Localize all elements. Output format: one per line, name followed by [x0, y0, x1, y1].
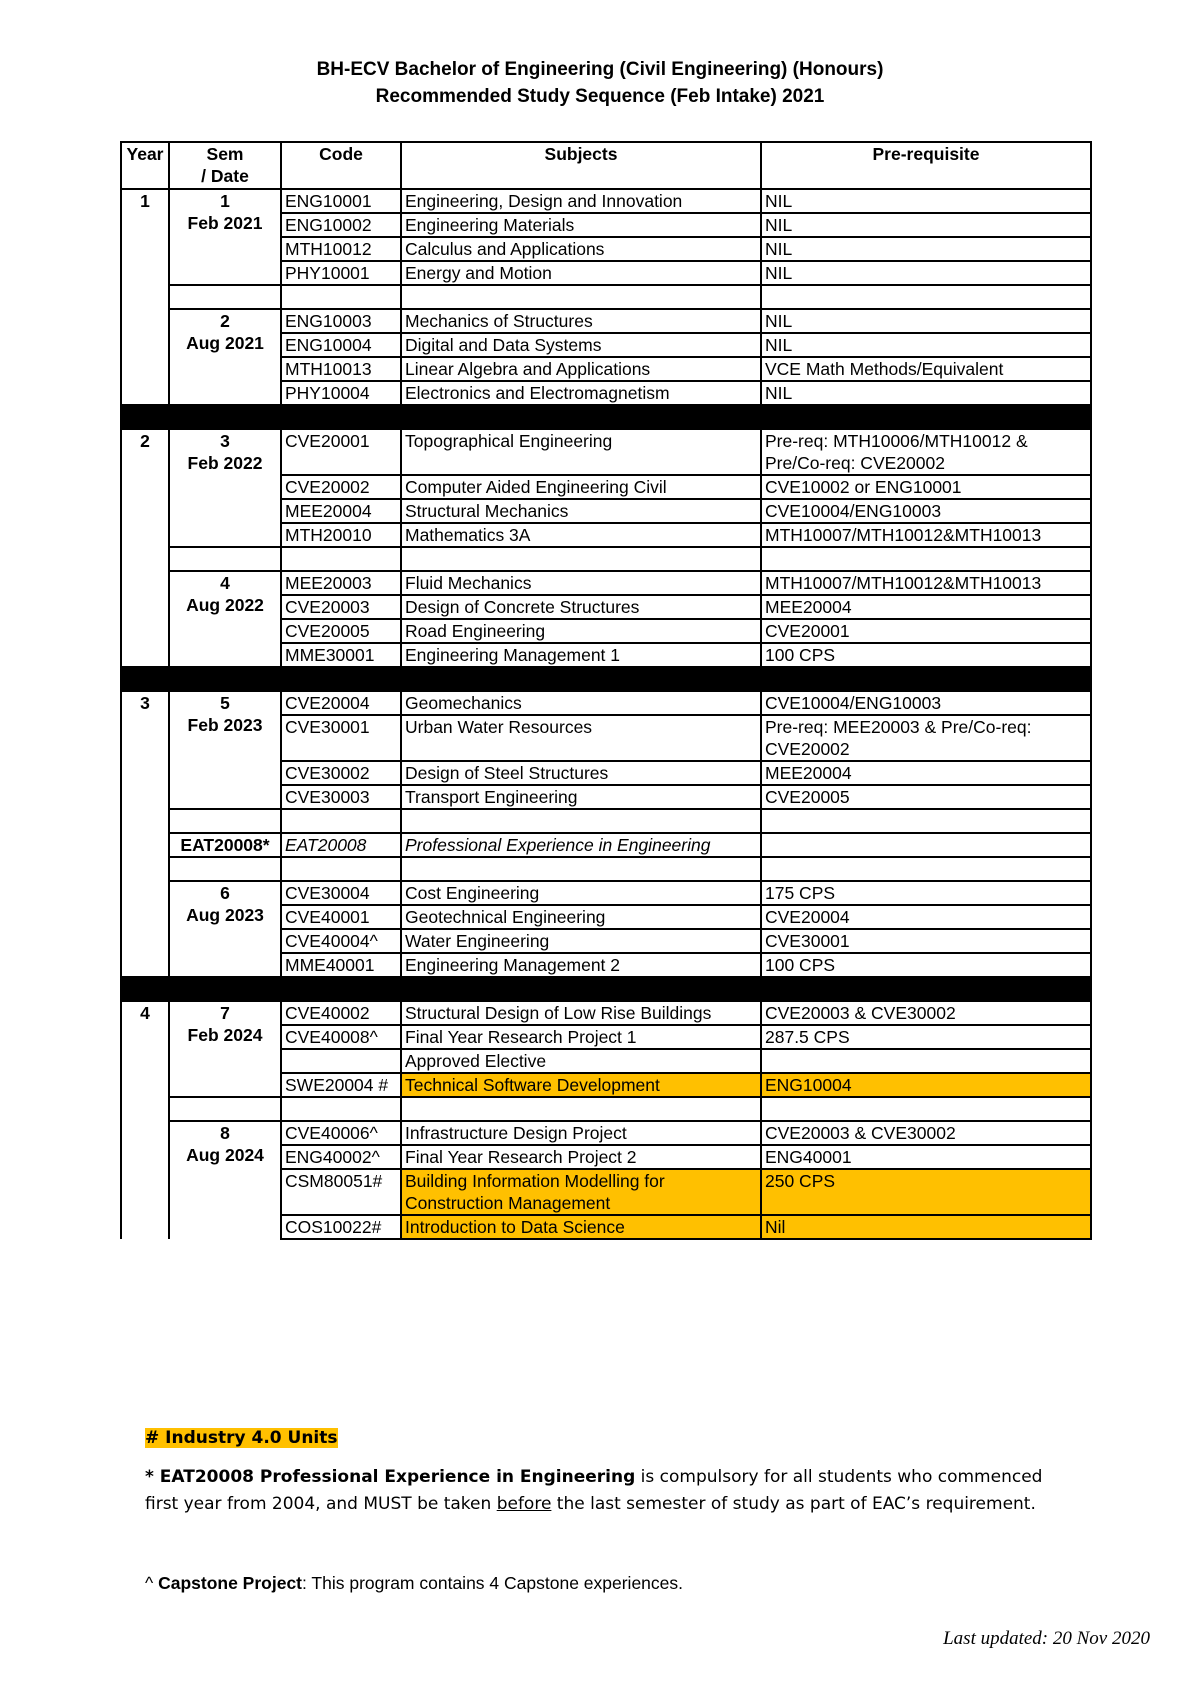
unit-code: CVE40008^	[281, 1025, 401, 1049]
note-industry-text: # Industry 4.0 Units	[145, 1428, 338, 1448]
unit-prerequisite: 100 CPS	[761, 953, 1091, 977]
spacer-cell	[169, 809, 281, 833]
semester-date: Aug 2023	[186, 905, 264, 925]
unit-subject: Linear Algebra and Applications	[401, 357, 761, 381]
unit-code: MEE20004	[281, 499, 401, 523]
unit-subject: Final Year Research Project 1	[401, 1025, 761, 1049]
spacer-cell	[761, 285, 1091, 309]
spacer-row	[121, 1097, 1091, 1121]
spacer-cell	[281, 1097, 401, 1121]
table-row	[121, 429, 1091, 475]
unit-code: CVE40001	[281, 905, 401, 929]
unit-prerequisite: NIL	[761, 261, 1091, 285]
spacer-cell	[169, 547, 281, 571]
eat-row	[121, 833, 1091, 857]
table-row	[121, 881, 1091, 905]
unit-prerequisite: 100 CPS	[761, 643, 1091, 667]
spacer-cell	[169, 285, 281, 309]
unit-code: MTH20010	[281, 523, 401, 547]
unit-code: ENG40002^	[281, 1145, 401, 1169]
note-eat-text2: the last semester of study as part of EAC’s requirement.	[551, 1494, 1036, 1514]
spacer-cell	[401, 857, 761, 881]
unit-prerequisite: MEE20004	[761, 595, 1091, 619]
spacer-cell	[169, 857, 281, 881]
unit-subject: Engineering Management 2	[401, 953, 761, 977]
unit-prerequisite: NIL	[761, 189, 1091, 213]
document-title	[0, 56, 1200, 110]
semester-number: 6	[220, 883, 230, 903]
semester-cell	[169, 429, 281, 547]
semester-date: Aug 2024	[186, 1145, 264, 1165]
unit-prerequisite: CVE20004	[761, 905, 1091, 929]
semester-number: 2	[220, 311, 230, 331]
year-separator	[121, 405, 1091, 429]
unit-code: ENG10003	[281, 309, 401, 333]
unit-subject: Energy and Motion	[401, 261, 761, 285]
unit-subject: Calculus and Applications	[401, 237, 761, 261]
last-updated: Last updated: 20 Nov 2020	[943, 1628, 1150, 1649]
unit-code: MEE20003	[281, 571, 401, 595]
unit-prerequisite: Pre-req: MEE20003 & Pre/Co-req: CVE20002	[761, 715, 1091, 761]
unit-subject: Computer Aided Engineering Civil	[401, 475, 761, 499]
unit-subject: Infrastructure Design Project	[401, 1121, 761, 1145]
unit-code	[281, 1049, 401, 1073]
semester-date: Aug 2021	[186, 333, 264, 353]
unit-code: CVE30004	[281, 881, 401, 905]
unit-prerequisite: CVE10002 or ENG10001	[761, 475, 1091, 499]
unit-code: CVE20001	[281, 429, 401, 475]
unit-prerequisite: Nil	[761, 1215, 1091, 1239]
unit-subject: Design of Steel Structures	[401, 761, 761, 785]
unit-subject: Introduction to Data Science	[401, 1215, 761, 1239]
semester-cell	[169, 691, 281, 809]
unit-subject: Topographical Engineering	[401, 429, 761, 475]
header-year: Year	[121, 142, 169, 189]
unit-prerequisite: NIL	[761, 237, 1091, 261]
unit-prerequisite	[761, 1049, 1091, 1073]
header-code: Code	[281, 142, 401, 189]
semester-date: Feb 2024	[187, 1025, 263, 1045]
spacer-cell	[761, 857, 1091, 881]
note-capstone-prefix: ^	[145, 1573, 159, 1593]
unit-subject: Digital and Data Systems	[401, 333, 761, 357]
note-eat-text1: is compulsory for all students who commenced first year from 2004, and MUST be taken	[145, 1467, 1043, 1514]
separator-cell	[121, 977, 1091, 1001]
unit-prerequisite: MTH10007/MTH10012&MTH10013	[761, 523, 1091, 547]
year-number: 2	[140, 431, 150, 451]
unit-code: CVE20004	[281, 691, 401, 715]
separator-cell	[121, 667, 1091, 691]
unit-prerequisite: NIL	[761, 213, 1091, 237]
unit-subject: Electronics and Electromagnetism	[401, 381, 761, 405]
note-capstone-text: : This program contains 4 Capstone experiences.	[302, 1573, 684, 1593]
unit-code: CVE30003	[281, 785, 401, 809]
note-eat-bold: * EAT20008 Professional Experience in Engineering	[145, 1467, 636, 1487]
title-line-1: BH-ECV Bachelor of Engineering (Civil Engineering) (Honours)	[316, 59, 884, 80]
unit-code: MME40001	[281, 953, 401, 977]
unit-prerequisite: 250 CPS	[761, 1169, 1091, 1215]
year-separator	[121, 667, 1091, 691]
unit-prerequisite: MTH10007/MTH10012&MTH10013	[761, 571, 1091, 595]
unit-code: CVE20002	[281, 475, 401, 499]
semester-number: 7	[220, 1003, 230, 1023]
semester-cell	[169, 571, 281, 667]
unit-prerequisite: CVE20003 & CVE30002	[761, 1001, 1091, 1025]
eat-code: EAT20008	[281, 833, 401, 857]
title-line-2: Recommended Study Sequence (Feb Intake) 2021	[375, 86, 825, 107]
spacer-cell	[169, 1097, 281, 1121]
eat-label: EAT20008*	[169, 833, 281, 857]
unit-subject: Engineering Materials	[401, 213, 761, 237]
semester-cell	[169, 189, 281, 285]
unit-prerequisite: VCE Math Methods/Equivalent	[761, 357, 1091, 381]
unit-code: CVE20003	[281, 595, 401, 619]
year-number: 3	[140, 693, 150, 713]
unit-subject: Engineering, Design and Innovation	[401, 189, 761, 213]
unit-subject: Water Engineering	[401, 929, 761, 953]
unit-subject: Final Year Research Project 2	[401, 1145, 761, 1169]
year-cell	[121, 429, 169, 667]
unit-code: SWE20004 #	[281, 1073, 401, 1097]
spacer-cell	[281, 857, 401, 881]
note-eat-underline: before	[496, 1494, 552, 1514]
unit-prerequisite: CVE10004/ENG10003	[761, 499, 1091, 523]
separator-cell	[121, 405, 1091, 429]
unit-prerequisite: ENG10004	[761, 1073, 1091, 1097]
semester-date: Feb 2022	[187, 453, 263, 473]
unit-subject: Mechanics of Structures	[401, 309, 761, 333]
unit-code: MME30001	[281, 643, 401, 667]
semester-date: Aug 2022	[186, 595, 264, 615]
unit-code: CVE30002	[281, 761, 401, 785]
unit-prerequisite: 287.5 CPS	[761, 1025, 1091, 1049]
spacer-cell	[401, 1097, 761, 1121]
unit-code: CVE20005	[281, 619, 401, 643]
unit-subject: Geotechnical Engineering	[401, 905, 761, 929]
note-industry	[145, 1425, 1065, 1452]
unit-subject: Structural Mechanics	[401, 499, 761, 523]
year-number: 1	[140, 191, 150, 211]
semester-number: 8	[220, 1123, 230, 1143]
unit-subject: Approved Elective	[401, 1049, 761, 1073]
unit-subject: Cost Engineering	[401, 881, 761, 905]
unit-subject: Engineering Management 1	[401, 643, 761, 667]
spacer-row	[121, 857, 1091, 881]
semester-cell	[169, 1121, 281, 1239]
note-capstone-bold: Capstone Project	[158, 1573, 303, 1593]
spacer-cell	[401, 285, 761, 309]
semester-cell	[169, 881, 281, 977]
unit-code: ENG10002	[281, 213, 401, 237]
unit-prerequisite: MEE20004	[761, 761, 1091, 785]
spacer-row	[121, 547, 1091, 571]
unit-code: CSM80051#	[281, 1169, 401, 1215]
unit-subject: Building Information Modelling for Construction Management	[401, 1169, 761, 1215]
unit-code: PHY10001	[281, 261, 401, 285]
table-header-row	[121, 142, 1091, 189]
unit-prerequisite: NIL	[761, 309, 1091, 333]
unit-code: ENG10004	[281, 333, 401, 357]
study-sequence-table	[120, 141, 1092, 1240]
unit-code: CVE40002	[281, 1001, 401, 1025]
unit-code: MTH10013	[281, 357, 401, 381]
unit-code: CVE40004^	[281, 929, 401, 953]
unit-code: COS10022#	[281, 1215, 401, 1239]
spacer-cell	[401, 809, 761, 833]
table-row	[121, 691, 1091, 715]
unit-subject: Transport Engineering	[401, 785, 761, 809]
unit-prerequisite: NIL	[761, 333, 1091, 357]
table-row	[121, 189, 1091, 213]
note-eat	[145, 1464, 1065, 1518]
unit-subject: Design of Concrete Structures	[401, 595, 761, 619]
table-row	[121, 309, 1091, 333]
table-row	[121, 1121, 1091, 1145]
semester-number: 1	[220, 191, 230, 211]
eat-subject: Professional Experience in Engineering	[401, 833, 761, 857]
unit-prerequisite: CVE20001	[761, 619, 1091, 643]
unit-prerequisite: CVE10004/ENG10003	[761, 691, 1091, 715]
unit-prerequisite: ENG40001	[761, 1145, 1091, 1169]
semester-cell	[169, 309, 281, 405]
unit-subject: Structural Design of Low Rise Buildings	[401, 1001, 761, 1025]
semester-date: Feb 2023	[187, 715, 263, 735]
spacer-row	[121, 809, 1091, 833]
note-capstone	[145, 1570, 1065, 1597]
semester-date: Feb 2021	[187, 213, 263, 233]
spacer-cell	[761, 1097, 1091, 1121]
spacer-row	[121, 285, 1091, 309]
spacer-cell	[761, 809, 1091, 833]
unit-subject: Fluid Mechanics	[401, 571, 761, 595]
year-cell	[121, 691, 169, 977]
eat-prerequisite	[761, 833, 1091, 857]
unit-subject: Road Engineering	[401, 619, 761, 643]
unit-code: CVE30001	[281, 715, 401, 761]
spacer-cell	[281, 809, 401, 833]
unit-prerequisite: Pre-req: MTH10006/MTH10012 & Pre/Co-req: CVE20002	[761, 429, 1091, 475]
unit-prerequisite: NIL	[761, 381, 1091, 405]
semester-cell	[169, 1001, 281, 1097]
unit-prerequisite: CVE20005	[761, 785, 1091, 809]
table-row	[121, 571, 1091, 595]
unit-code: MTH10012	[281, 237, 401, 261]
unit-subject: Mathematics 3A	[401, 523, 761, 547]
unit-prerequisite: CVE30001	[761, 929, 1091, 953]
year-number: 4	[140, 1003, 150, 1023]
year-cell	[121, 1001, 169, 1239]
unit-code: ENG10001	[281, 189, 401, 213]
unit-code: CVE40006^	[281, 1121, 401, 1145]
unit-subject: Technical Software Development	[401, 1073, 761, 1097]
table-body	[121, 189, 1091, 1239]
unit-subject: Urban Water Resources	[401, 715, 761, 761]
header-sem: Sem / Date	[169, 142, 281, 189]
year-cell	[121, 189, 169, 405]
spacer-cell	[761, 547, 1091, 571]
spacer-cell	[281, 547, 401, 571]
semester-number: 3	[220, 431, 230, 451]
unit-code: PHY10004	[281, 381, 401, 405]
header-prereq: Pre-requisite	[761, 142, 1091, 189]
year-separator	[121, 977, 1091, 1001]
semester-number: 4	[220, 573, 230, 593]
header-subjects: Subjects	[401, 142, 761, 189]
table-row	[121, 1001, 1091, 1025]
semester-number: 5	[220, 693, 230, 713]
spacer-cell	[401, 547, 761, 571]
unit-prerequisite: CVE20003 & CVE30002	[761, 1121, 1091, 1145]
spacer-cell	[281, 285, 401, 309]
unit-prerequisite: 175 CPS	[761, 881, 1091, 905]
unit-subject: Geomechanics	[401, 691, 761, 715]
